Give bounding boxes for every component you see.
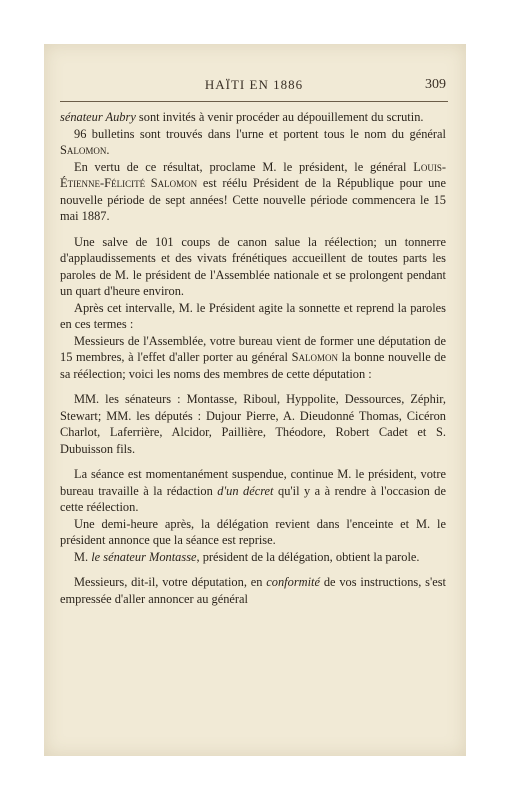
paragraph-2: 96 bulletins sont trouvés dans l'urne et portent tous le nom du général Salomon. — [60, 126, 446, 157]
paragraph-1: sénateur Aubry sont invités à venir procéder au dépouillement du scrutin. — [60, 110, 424, 124]
header-rule — [60, 101, 448, 102]
paragraph-9: Une demi-heure après, la délégation revient dans l'enceinte et M. le président annonce que la séance est reprise. — [60, 516, 446, 547]
paragraph-11: Messieurs, dit-il, votre députation, en conformité de vos instructions, s'est empressée d'aller annoncer au général — [60, 575, 446, 606]
paragraph-4: Une salve de 101 coups de canon salue la réélection; un tonnerre d'applaudissements et des vivats frénétiques accueillent de toutes parts les paroles de M. le président de l'Assemblée nationale et se prolongent pendant un quart d'heure environ. — [60, 234, 446, 298]
paragraph-10: M. le sénateur Montasse, président de la délégation, obtient la parole. — [74, 549, 420, 564]
paragraph-8: La séance est momentanément suspendue, continue M. le président, votre bureau travaille à la rédaction d'un décret qu'il y a à rendre à l'occasion de cette réélection. — [60, 467, 446, 514]
running-title: HAÏTI EN 1886 — [204, 77, 304, 92]
body-text — [60, 109, 446, 607]
paragraph-5: Après cet intervalle, M. le Président agite la sonnette et reprend la paroles en ces termes : — [60, 300, 446, 331]
running-header — [60, 77, 448, 99]
book-page — [44, 44, 466, 756]
paragraph-3: En vertu de ce résultat, proclame M. le président, le général Louis-Étienne-Félicité Salomon est réélu Président de la République pour une nouvelle période de sept années! Cette nouvelle période commencera le 15 mai 1887. — [60, 159, 446, 223]
page-number: 309 — [425, 77, 446, 92]
paragraph-6: Messieurs de l'Assemblée, votre bureau vient de former une députation de 15 membres, à l'effet d'aller porter au général Salomon la bonne nouvelle de sa réélection; voici les noms des membres de cette députation : — [60, 333, 446, 381]
paragraph-7: MM. les sénateurs : Montasse, Riboul, Hyppolite, Dessources, Zéphir, Stewart; MM. les députés : Dujour Pierre, A. Dieudonné Thomas, Cicéron Charlot, Laferrière, Alcidor, Paillière, Théodore, Robert Cadet et S. Dubuisson fils. — [60, 392, 446, 456]
